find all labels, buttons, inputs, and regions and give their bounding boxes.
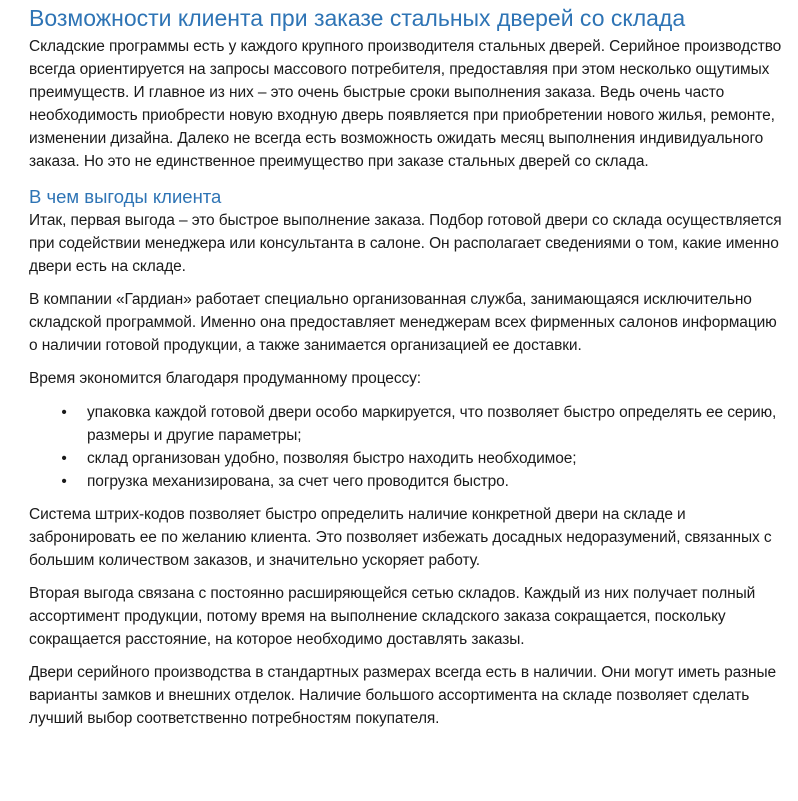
paragraph-company-service: В компании «Гардиан» работает специально организованная служба, занимающаяся исключительно складской программой. Именно она предоставляет менеджерам всех фирменных салонов информацию о наличии готовой продукции, а также занимается организацией ее доставки. (29, 291, 777, 354)
list-item (29, 447, 789, 470)
paragraph-barcodes: Система штрих-кодов позволяет быстро определить наличие конкретной двери на складе и забронировать ее по желанию клиента. Это позволяет избежать досадных недоразумений, связанных с большим количеством заказов, и значительно ускоряет работу. (29, 506, 772, 569)
page-title: Возможности клиента при заказе стальных дверей со склада (29, 5, 686, 31)
bullet-icon: • (61, 404, 67, 421)
paragraph-second-benefit: Вторая выгода связана с постоянно расширяющейся сетью складов. Каждый из них получает полный ассортимент продукции, потому время на выполнение складского заказа сокращается, поскольку сокращается расстояние, на которое необходимо доставлять заказы. (29, 585, 756, 648)
list-item-text: погрузка механизирована, за счет чего проводится быстро. (87, 473, 509, 490)
intro-paragraph: Складские программы есть у каждого крупного производителя стальных дверей. Серийное производство всегда ориентируется на запросы массового потребителя, предоставляя при этом несколько ощутимых преимуществ. И главное из них – это очень быстрые сроки выполнения заказа. Ведь очень часто необходимость приобрести новую входную дверь появляется при приобретении нового жилья, ремонте, изменении дизайна. Далеко не всегда есть возможность ожидать месяц выполнения индивидуального заказа. Но это не единственное преимущество при заказе стальных дверей со склада. (29, 38, 782, 170)
paragraph-serial-doors: Двери серийного производства в стандартных размерах всегда есть в наличии. Они могут иметь разные варианты замков и внешних отделок. Наличие большого ассортимента на складе позволяет сделать лучший выбор соответственно потребностям покупателя. (29, 664, 777, 727)
document (29, 0, 789, 730)
list-item-text: упаковка каждой готовой двери особо маркируется, что позволяет быстро определять ее серию, размеры и другие параметры; (87, 404, 777, 444)
paragraph-first-benefit: Итак, первая выгода – это быстрое выполнение заказа. Подбор готовой двери со склада осуществляется при содействии менеджера или консультанта в салоне. Он располагает сведениями о том, какие именно двери есть на складе. (29, 212, 782, 275)
list-item-text: склад организован удобно, позволяя быстро находить необходимое; (87, 450, 577, 467)
list-item (29, 470, 789, 493)
bullet-list (29, 401, 789, 493)
list-item (29, 401, 789, 447)
bullet-icon: • (61, 450, 67, 467)
bullet-icon: • (61, 473, 67, 490)
paragraph-time-saving: Время экономится благодаря продуманному процессу: (29, 370, 421, 387)
section-heading: В чем выгоды клиента (29, 186, 222, 207)
